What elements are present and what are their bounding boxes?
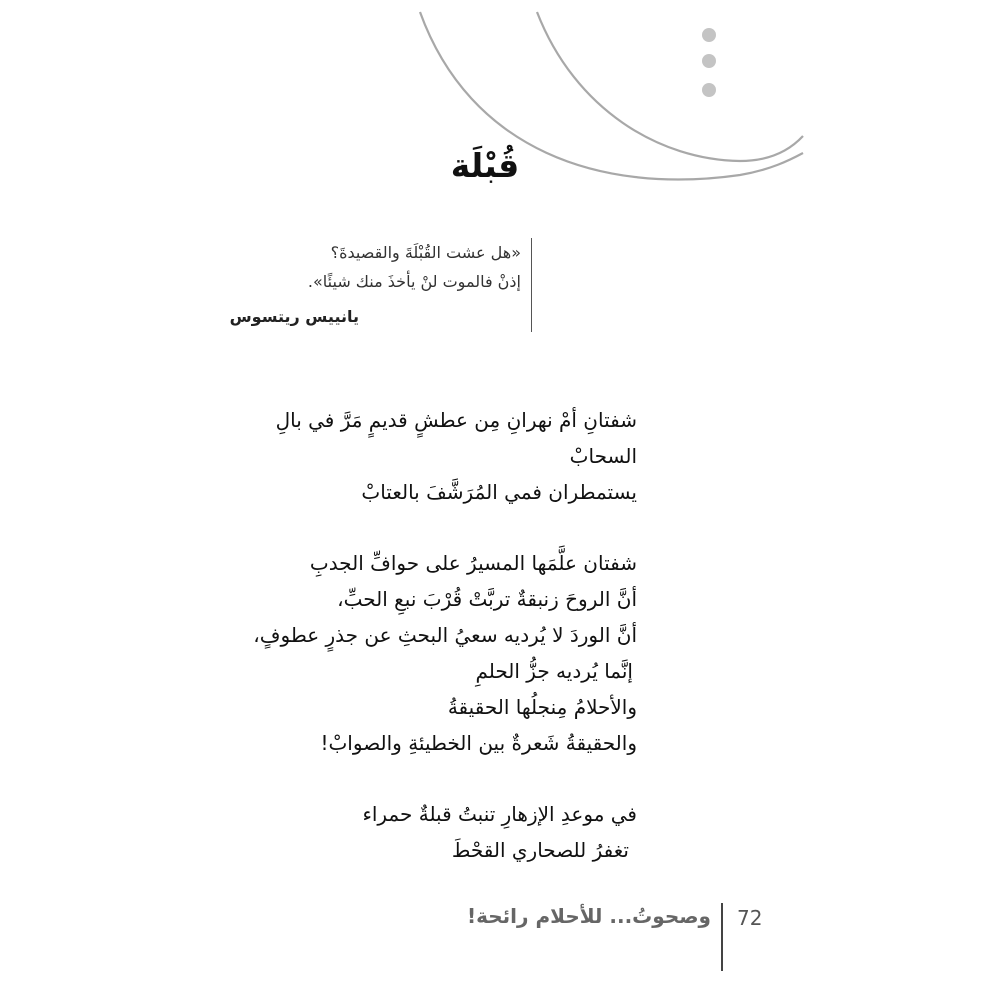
decorative-dot xyxy=(702,83,716,97)
stanza-3 xyxy=(253,796,637,868)
poem-line: تغفرُ للصحاري القحْطَ xyxy=(451,838,629,862)
poem-line: شفتان علَّمَها المسيرُ على حوافِّ الجدبِ xyxy=(309,551,637,575)
poem-line: السحابْ xyxy=(569,444,637,468)
poem-line: يستمطران فمي المُرَشَّفَ بالعتابْ xyxy=(361,480,637,504)
poem-title: قُبْلَة xyxy=(450,146,520,185)
epigraph-block xyxy=(229,238,532,332)
poem-line: أنَّ الروحَ زنبقةٌ تربَّتْ قُرْبَ نبعِ الحبِّ، xyxy=(337,587,637,611)
poem-line: إنَّما يُرديه جزُّ الحلمِ xyxy=(475,659,633,683)
epigraph-line: «هل عشت القُبْلَةَ والقصيدةَ؟ xyxy=(330,243,521,262)
footer-divider xyxy=(721,903,723,971)
poem-body xyxy=(253,402,637,903)
running-title: وصحوتُ... للأحلام رائحة! xyxy=(466,904,711,928)
poem-line: في موعدِ الإزهارِ تنبتُ قبلةٌ حمراء xyxy=(362,802,637,826)
stanza-1 xyxy=(253,402,637,510)
epigraph-author: يانييس ريتسوس xyxy=(229,307,359,326)
poem-line: والأحلامُ مِنجلُها الحقيقةُ xyxy=(447,695,637,719)
poem-line: شفتانِ أمْ نهرانِ مِن عطشٍ قديمٍ مَرَّ في بالِ xyxy=(275,408,637,432)
page-number: 72 xyxy=(737,906,763,930)
decorative-arc-inner xyxy=(537,12,803,161)
decorative-dot xyxy=(702,54,716,68)
decorative-dot xyxy=(702,28,716,42)
poem-line: والحقيقةُ شَعرةٌ بين الخطيئةِ والصوابْ! xyxy=(320,731,637,755)
stanza-2 xyxy=(253,545,637,761)
poem-line: أنَّ الوردَ لا يُرديه سعيُ البحثِ عن جذرٍ عطوفٍ، xyxy=(253,623,637,647)
epigraph-line: إذنْ فالموت لنْ يأخذَ منك شيئًا». xyxy=(307,272,521,291)
